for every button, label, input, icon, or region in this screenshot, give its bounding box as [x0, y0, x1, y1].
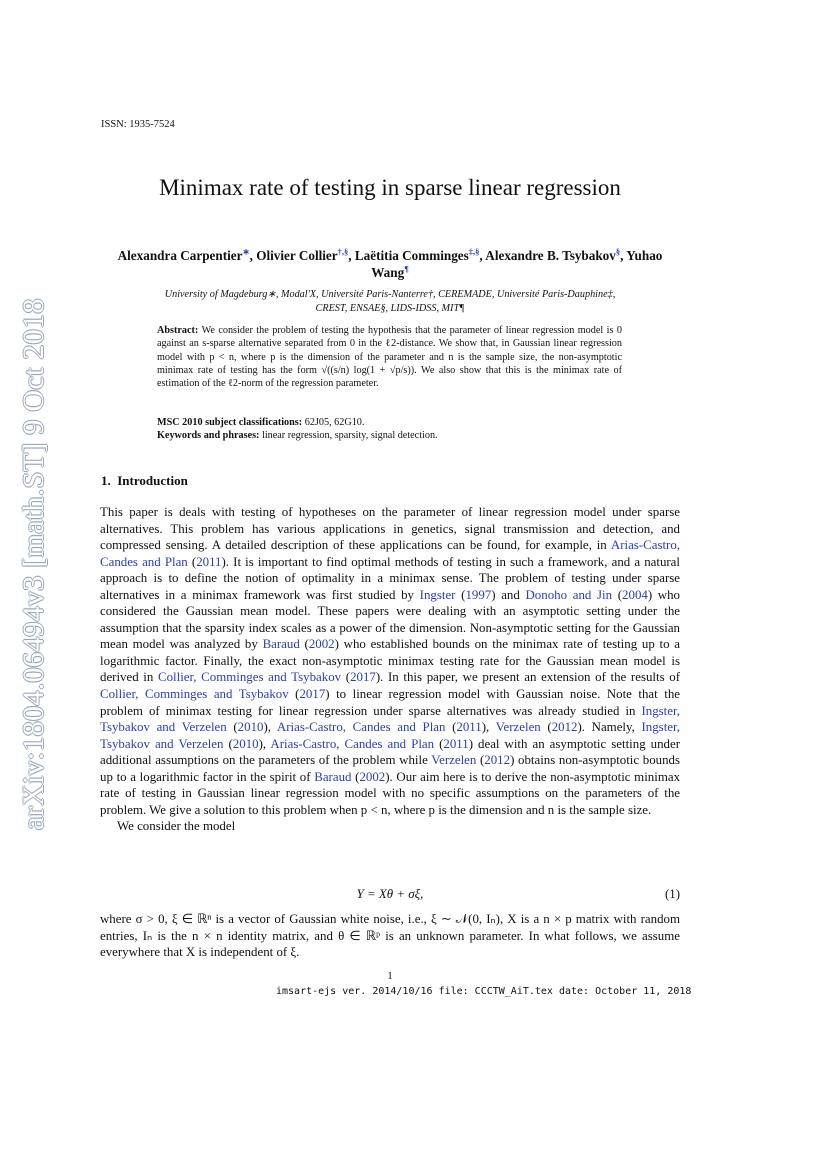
section-heading [101, 473, 188, 489]
page-number: 1 [387, 970, 393, 982]
paragraph-text: ). Namely, [577, 720, 642, 735]
msc-value: 62J05, 62G10. [304, 417, 365, 428]
msc-label: MSC 2010 subject classifications: [157, 417, 303, 428]
paragraph-text: This paper is deals with testing of hypotheses on the parameter of linear regression model under sparse alternatives. This problem has various applications in genetics, signal transmission and detection, and compressed sensing. A detailed description of these applications can be found, for example, in [100, 505, 680, 553]
citation-link[interactable]: Ingster, Tsybakov and Verzelen [100, 720, 681, 751]
equation-number: (1) [664, 887, 680, 901]
paragraph-text: ) and [491, 587, 526, 602]
intro-paragraph: We consider the model [117, 819, 236, 834]
citation-link[interactable]: 2004 [622, 587, 648, 602]
author-name: Olivier Collier [256, 248, 338, 263]
citation-link[interactable]: 1997 [465, 587, 492, 602]
citation-link[interactable]: Verzelen [431, 753, 477, 768]
citation-link[interactable]: 2011 [456, 720, 482, 735]
paragraph-text: ( [445, 720, 457, 735]
paragraph-text: ( [226, 720, 238, 735]
author-mark[interactable]: § [615, 246, 621, 257]
citation-link[interactable]: Collier, Comminges and Tsybakov [158, 670, 342, 685]
keywords-value: linear regression, sparsity, signal detection. [262, 430, 438, 442]
citation-link[interactable]: 2010 [232, 736, 259, 751]
paragraph-text: ), [258, 736, 271, 751]
paragraph-text: ( [434, 736, 444, 751]
citation-link[interactable]: Arias-Castro, Candes and Plan [276, 720, 446, 735]
keywords-line [157, 429, 622, 442]
citation-link[interactable]: 2002 [308, 637, 335, 652]
citation-link[interactable]: 2011 [196, 554, 222, 569]
issn-header: ISSN: 1935-7524 [101, 119, 175, 130]
author-mark[interactable]: ‡,§ [468, 246, 480, 257]
msc-line [157, 416, 622, 429]
citation-link[interactable]: Ingster, Tsybakov and Verzelen [100, 703, 680, 735]
paragraph-text: ( [187, 554, 197, 569]
paragraph-text: ) to linear regression model with Gaussian noise. Note that the problem of minimax testing for linear regression under sparse alternatives was already studied in [100, 687, 680, 718]
paragraph-text: ). It is important to find optimal methods of testing in such a framework, and a natural approach is to define the notion of optimality in a minimax sense. The problem of testing under sparse alternatives in a minimax framework was first studied by [100, 554, 680, 602]
intro-paragraph: where σ > 0, ξ ∈ ℝⁿ is a vector of Gaussian white noise, i.e., ξ ∼ 𝒩(0, Iₙ), X is a n × p matrix with random entries, Iₙ is the n × n identity matrix, and θ ∈ ℝᵖ is an unknown parameter. In what follows, we assume everywhere that X is independent of ξ. [100, 912, 680, 960]
abstract-label: Abstract: [157, 325, 199, 336]
paper-title: Minimax rate of testing in sparse linear regression [159, 175, 621, 200]
classification-block [157, 416, 622, 443]
equation-body: Y = Xθ + σξ, [356, 887, 424, 901]
citation-link[interactable]: 2012 [551, 720, 578, 735]
citation-link[interactable]: Baraud [314, 769, 352, 784]
abstract [157, 324, 622, 390]
paragraph-text: ( [612, 587, 623, 602]
author-name: Laëtitia Comminges [354, 248, 469, 263]
citation-link[interactable]: Arias-Castro, Candes and Plan [270, 736, 435, 751]
paragraph-text: ). Our aim here is to derive the non-asymptotic minimax rate of testing in Gaussian linear regression model with no specific assumptions on the parameters of the problem. We give a solution to this problem when p < n, where p is the dimension and n is the sample size. [100, 769, 681, 817]
paragraph-text: ( [299, 637, 309, 652]
intro-paragraph [100, 504, 680, 818]
citation-link[interactable]: 2017 [350, 670, 376, 685]
paragraph-text: ). In this paper, we present an extension of the results of [375, 670, 680, 685]
citation-link[interactable]: Donoho and Jin [525, 587, 613, 602]
paragraph-text: ( [476, 753, 485, 768]
citation-link[interactable]: 2002 [359, 769, 386, 784]
author-name: Alexandre B. Tsybakov [485, 248, 616, 263]
citation-link[interactable]: Arias-Castro, Candes and Plan [100, 538, 680, 569]
citation-link[interactable]: Collier, Comminges and Tsybakov [100, 687, 289, 702]
citation-link[interactable]: Ingster [419, 587, 456, 602]
paragraph-text: ), [481, 720, 496, 735]
paragraph-text: ) deal with an asymptotic setting under additional assumptions on the parameters of the problem while [100, 736, 681, 768]
paragraph-text: ( [341, 670, 351, 685]
affiliation-line: CREST, ENSAE§, LIDS-IDSS, MIT¶ [315, 302, 465, 314]
affiliations [100, 288, 680, 315]
citation-link[interactable]: 2010 [237, 720, 264, 735]
author-name: Alexandra Carpentier [117, 248, 243, 263]
paragraph-text: ) who established bounds on the minimax rate of testing up to a logarithmic factor. Finally, the exact non-asymptotic minimax testing rate for the Gaussian mean model is derived in [100, 637, 680, 685]
intro-body [100, 504, 680, 835]
author-mark[interactable]: †,§ [337, 246, 349, 257]
keywords-label: Keywords and phrases: [157, 430, 260, 442]
citation-link[interactable]: 2011 [443, 736, 469, 751]
imsart-footer: imsart-ejs ver. 2014/10/16 file: CCCTW_AiT.tex date: October 11, 2018 [276, 986, 692, 997]
author-mark[interactable]: ∗ [242, 246, 250, 257]
section-title: Introduction [117, 473, 188, 488]
citation-link[interactable]: Verzelen [495, 720, 541, 735]
section-number: 1. [101, 473, 111, 488]
paragraph-text: ( [351, 769, 360, 784]
citation-link[interactable]: Baraud [262, 637, 300, 652]
affiliation-line: University of Magdeburg∗, Modal'X, Université Paris-Nanterre†, CEREMADE, Université Paris-Dauphine‡, [164, 289, 616, 300]
paragraph-text: ( [288, 687, 300, 702]
abstract-text: We consider the problem of testing the hypothesis that the parameter of linear regression model is 0 against an s-sparse alternative separated from 0 in the ℓ2-distance. We show that, in Gaussian linear regression model with p < n, where p is the dimension of the parameter and n is the sample size, the non-asymptotic minimax rate of testing has the form √((s/n) log(1 + √p/s)). We also show that this is the minimax rate of estimation of the ℓ2-norm of the regression parameter. [157, 325, 622, 390]
author-mark[interactable]: ¶ [404, 263, 409, 274]
arxiv-stamp: arXiv:1804.06494v3 [math.ST] 9 Oct 2018 [17, 298, 50, 830]
paragraph-text: ) obtains non-asymptotic bounds up to a logarithmic factor in the spirit of [100, 753, 680, 784]
paragraph-text: ) who considered the Gaussian mean model. These papers were dealing with an asymptotic setting under the assumption that the sparsity index scales as a power of the dimension. Non-asymptotic setting for the Gaussian mean model was analyzed by [100, 587, 681, 652]
author-name: Yuhao Wang [371, 248, 663, 280]
citation-link[interactable]: 2012 [484, 753, 511, 768]
paragraph-text: ( [455, 587, 466, 602]
paragraph-text: ( [223, 736, 233, 751]
paragraph-text: ( [540, 720, 552, 735]
citation-link[interactable]: 2017 [299, 687, 326, 702]
paragraph-text: ), [263, 720, 277, 735]
author-list: Alexandra Carpentier∗, Olivier Collier†,§, Laëtitia Comminges‡,§, Alexandre B. Tsybakov§, Yuhao Wang¶ [117, 246, 663, 280]
